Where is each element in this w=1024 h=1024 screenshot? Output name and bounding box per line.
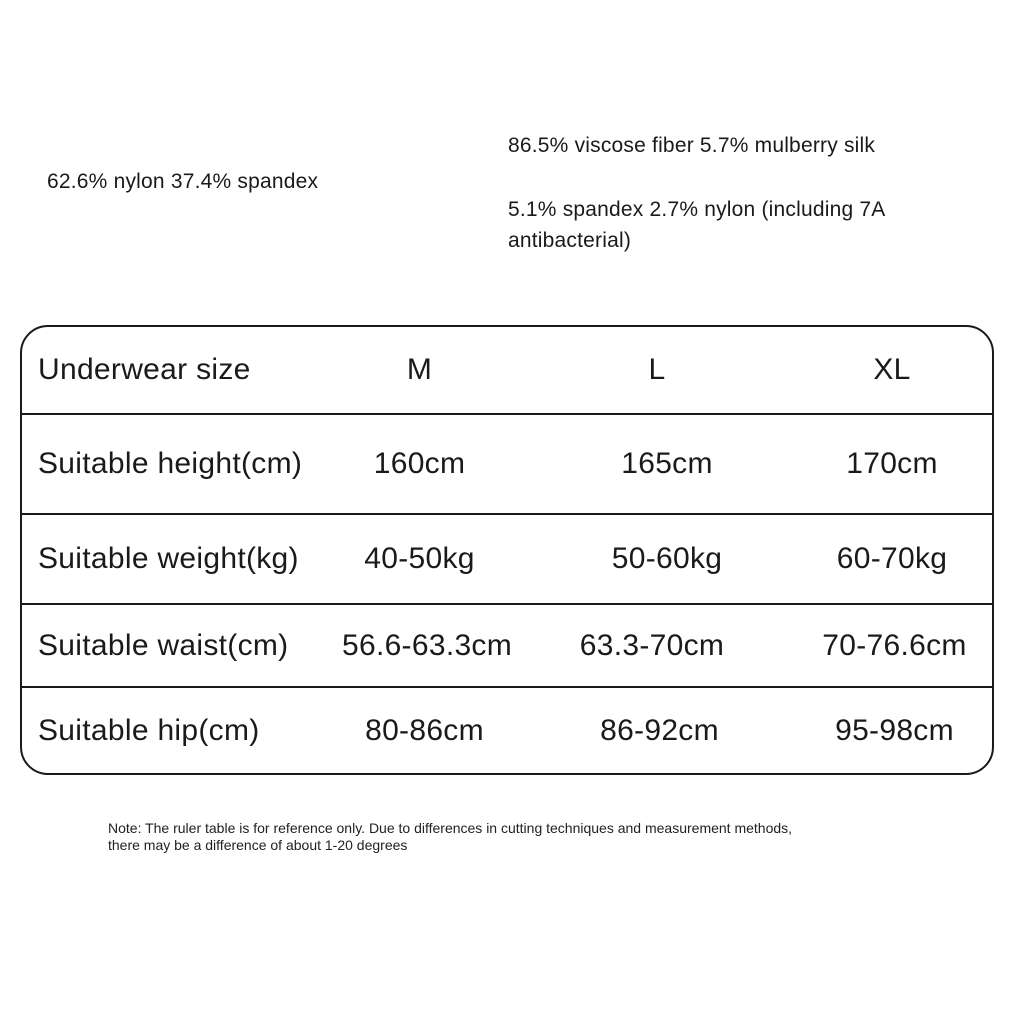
row-label-weight: Suitable weight(kg) [38, 542, 299, 575]
fabric-composition-left: 62.6% nylon 37.4% spandex [47, 170, 319, 193]
header-size-l: L [648, 353, 666, 386]
cell-height-xl: 170cm [846, 447, 938, 480]
cell-weight-l: 50-60kg [611, 542, 723, 575]
table-row [22, 415, 992, 515]
row-label-hip: Suitable hip(cm) [38, 713, 260, 747]
header-size-xl: XL [873, 353, 911, 386]
size-chart-table [20, 325, 994, 775]
cell-height-m: 160cm [373, 447, 466, 480]
cell-waist-l: 63.3-70cm [579, 628, 725, 662]
fabric-composition-line-2: 5.1% spandex 2.7% nylon (including 7A antibacterial) [508, 198, 885, 252]
cell-waist-m: 56.6-63.3cm [341, 628, 513, 662]
table-row [22, 515, 992, 605]
table-header-row [22, 327, 992, 415]
header-size-m: M [406, 353, 433, 386]
cell-hip-xl: 95-98cm [835, 713, 954, 747]
reference-note [108, 820, 948, 854]
cell-waist-xl: 70-76.6cm [822, 628, 967, 662]
cell-height-l: 165cm [621, 447, 713, 480]
cell-weight-m: 40-50kg [364, 542, 475, 575]
cell-weight-xl: 60-70kg [836, 542, 948, 575]
row-label-height: Suitable height(cm) [38, 447, 303, 480]
table-row [22, 605, 992, 688]
table-row [22, 688, 992, 773]
header-label: Underwear size [38, 353, 251, 386]
fabric-composition-line-1: 86.5% viscose fiber 5.7% mulberry silk [508, 134, 876, 157]
note-line-1: Note: The ruler table is for reference only. Due to differences in cutting techniques and measurement methods, [108, 820, 793, 836]
row-label-waist: Suitable waist(cm) [38, 628, 289, 662]
fabric-composition-right [508, 130, 978, 256]
cell-hip-l: 86-92cm [600, 713, 719, 747]
cell-hip-m: 80-86cm [365, 713, 484, 747]
note-line-2: there may be a difference of about 1-20 degrees [108, 837, 408, 853]
